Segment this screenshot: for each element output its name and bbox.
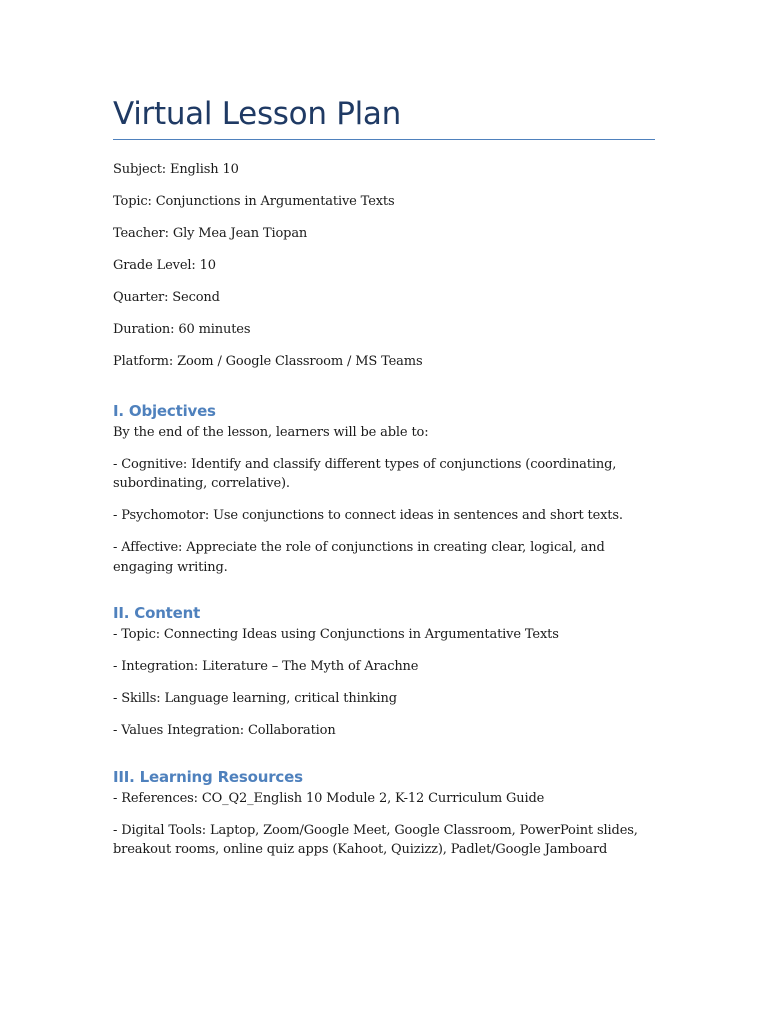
meta-quarter: Quarter: Second	[113, 290, 220, 305]
paragraph: By the end of the lesson, learners will be able to:	[113, 424, 429, 440]
meta-teacher: Teacher: Gly Mea Jean Tiopan	[113, 226, 308, 241]
paragraph: - References: CO_Q2_English 10 Module 2, K-12 Curriculum Guide	[113, 790, 545, 806]
section-objectives	[113, 401, 655, 578]
paragraph: - Digital Tools: Laptop, Zoom/Google Meet, Google Classroom, PowerPoint slides, breakout rooms, online quiz apps (Kahoot, Quizizz), Padlet/Google Jamboard	[113, 822, 638, 857]
paragraph: - Skills: Language learning, critical thinking	[113, 691, 397, 706]
meta-grade-level: Grade Level: 10	[113, 258, 216, 273]
section-heading: I. Objectives	[113, 401, 216, 420]
section-learning-resources	[113, 767, 655, 860]
meta-platform: Platform: Zoom / Google Classroom / MS Teams	[113, 354, 423, 369]
paragraph: - Cognitive: Identify and classify different types of conjunctions (coordinating, subordinating, correlative).	[113, 456, 617, 491]
paragraph: - Affective: Appreciate the role of conjunctions in creating clear, logical, and engaging writing.	[113, 540, 605, 575]
section-heading: II. Content	[113, 604, 201, 622]
meta-topic: Topic: Conjunctions in Argumentative Texts	[113, 194, 395, 209]
meta-duration: Duration: 60 minutes	[113, 322, 251, 337]
section-heading: III. Learning Resources	[113, 767, 303, 786]
document-page	[113, 96, 655, 872]
paragraph: - Integration: Literature – The Myth of Arachne	[113, 659, 419, 674]
section-content	[113, 603, 655, 741]
lesson-metadata	[113, 160, 655, 372]
paragraph: - Psychomotor: Use conjunctions to connect ideas in sentences and short texts.	[113, 508, 623, 523]
document-title: Virtual Lesson Plan	[113, 96, 655, 140]
meta-subject: Subject: English 10	[113, 162, 239, 177]
paragraph: - Topic: Connecting Ideas using Conjunctions in Argumentative Texts	[113, 627, 559, 642]
paragraph: - Values Integration: Collaboration	[113, 723, 336, 738]
